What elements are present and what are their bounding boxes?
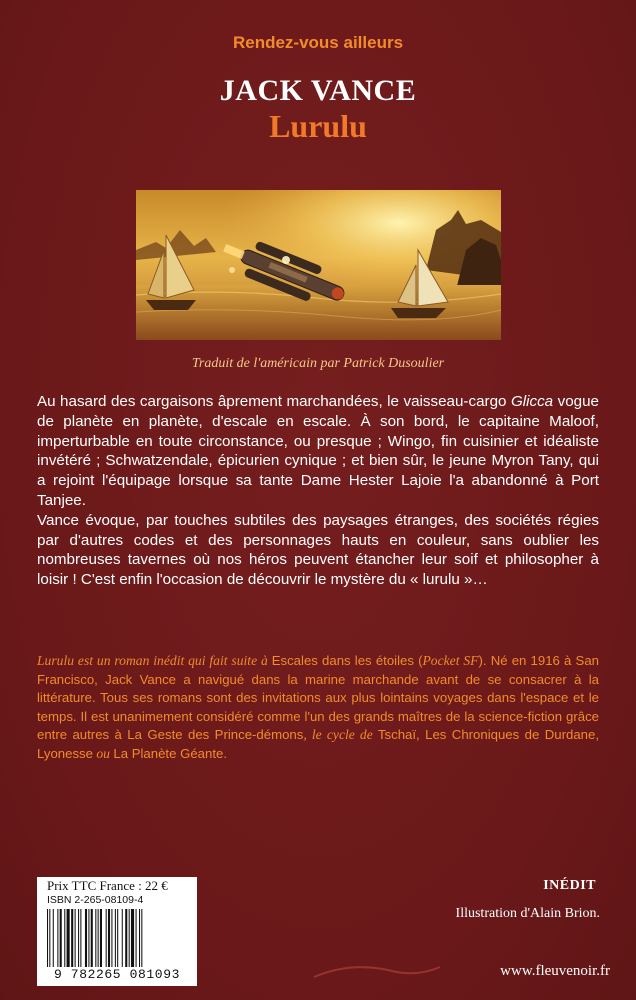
bio-text: (: [413, 653, 423, 668]
series-reference: Pocket SF: [422, 653, 479, 668]
author-biography: [37, 652, 599, 764]
book-title: Lurulu: [269, 108, 367, 144]
author-name: JACK VANCE: [219, 74, 417, 107]
website-url: www.fleuvenoir.fr: [500, 963, 610, 979]
book-reference: Escales dans les étoiles: [271, 653, 414, 668]
barcode: [47, 909, 187, 967]
collection-name: Rendez-vous ailleurs: [232, 33, 404, 52]
book-reference: Tschaï, Les Chroniques de Durdane, Lyonesse: [37, 727, 599, 761]
ship-name: Glicca: [510, 393, 554, 410]
translator-credit: Traduit de l'américain par Patrick Dusoulier: [191, 356, 445, 371]
synopsis: [37, 392, 599, 590]
ean-number: 9 782265 081093: [53, 967, 181, 982]
isbn-label: ISBN 2-265-08109-4: [47, 894, 144, 906]
price-label: Prix TTC France : 22 €: [47, 878, 168, 893]
synopsis-paragraph-1: [37, 392, 599, 511]
synopsis-text: vogue de planète en planète, d'escale en escale. À son bord, le capitaine Maloof, imperturbable en toute circonstance, ou presque ; Wingo, fin cuisinier et idéaliste invétéré ; Schwatzendale, épicurien cynique ; et bien sûr, le jeune Myron Tany, qui a rejoint l'équipage lorsque sa tante Dame Hester Lajoie l'a abandonné à Port Tanjee.: [37, 393, 599, 509]
book-reference: La Planète Géante: [113, 745, 224, 761]
publisher-swirl-icon: [312, 957, 442, 987]
barcode-box: [37, 877, 197, 986]
synopsis-text: Au hasard des cargaisons âprement marchandées, le vaisseau-cargo: [37, 393, 511, 410]
book-reference: La Geste des Prince-démons: [127, 727, 304, 743]
synopsis-paragraph-2: Vance évoque, par touches subtiles des paysages étranges, des sociétés régies par d'autres codes et des personnages hauts en couleur, sans oublier les nombreuses tavernes où nos héros peuvent étancher leur soif et philosopher à loisir ! C'est enfin l'occasion de découvrir le mystère du « lurulu »…: [37, 511, 599, 589]
inedit-label: INÉDIT: [543, 878, 596, 893]
illustration-credit: Illustration d'Alain Brion.: [455, 906, 600, 921]
bio-text: ). Né en 1916 à San Francisco, Jack Vance a navigué dans la marine marchande avant de se consacrer à la littérature. Tous ses romans sont des invitations aux plus lointains voyages dans l'espace et le temps. Il est unanimement considéré comme l'un des grands maîtres de la science-fiction grâce entre autres à: [37, 653, 600, 743]
bio-text: Lurulu est un roman inédit qui fait suite à: [37, 653, 272, 668]
cover-illustration: [136, 190, 501, 340]
bio-text: ou: [92, 745, 114, 761]
bio-text: , le cycle de: [303, 727, 378, 743]
bio-text: .: [223, 745, 228, 761]
